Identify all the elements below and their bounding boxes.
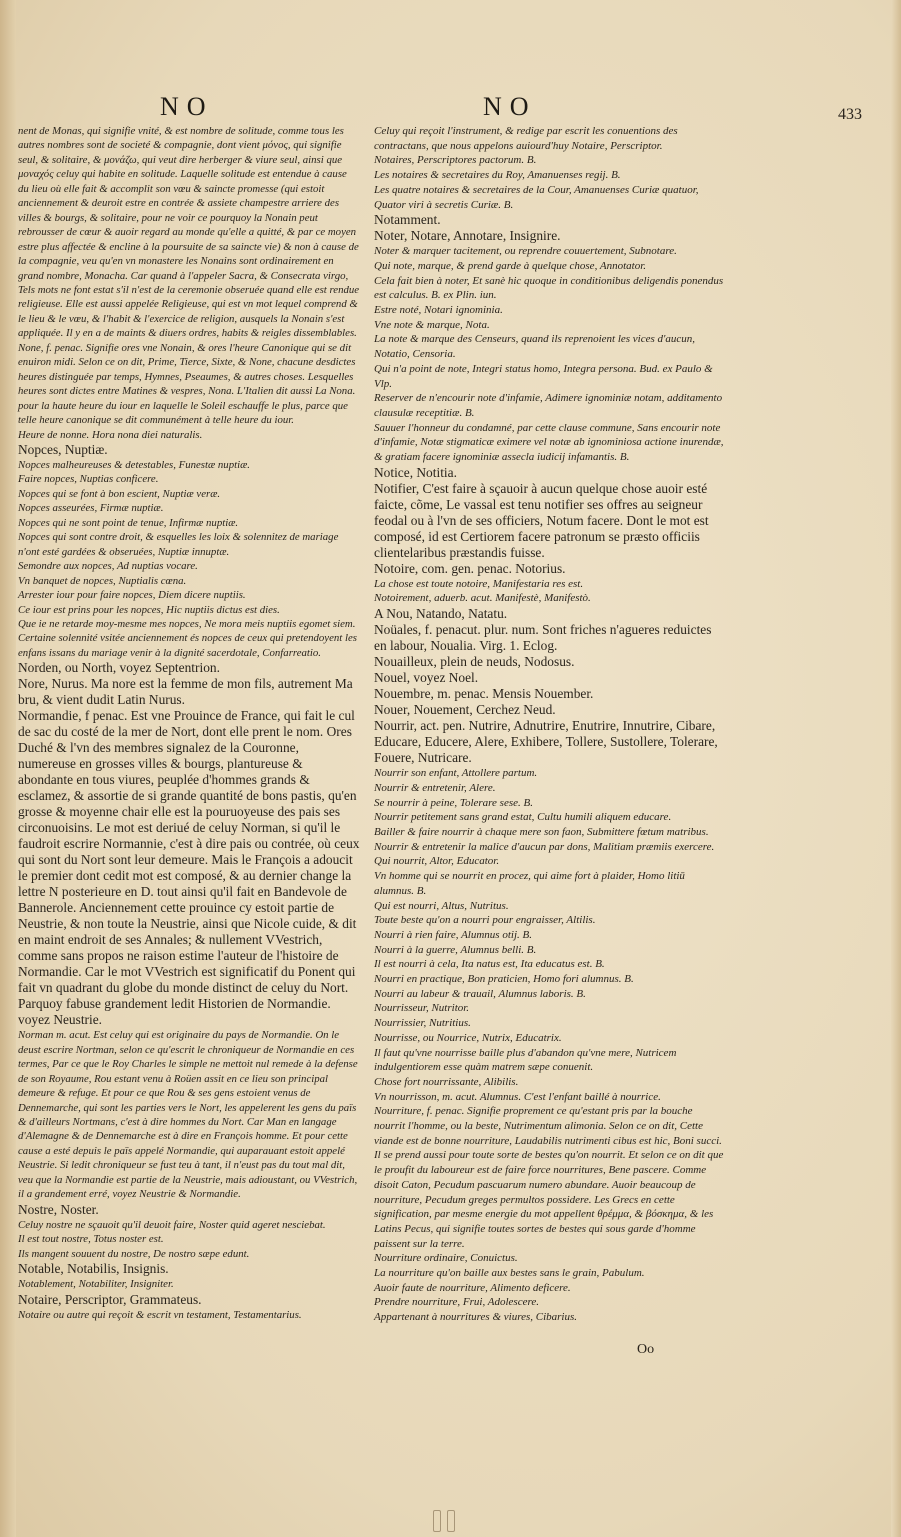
dictionary-entry: Les quatre notaires & secretaires de la Cour, Amanuenses Curiæ quatuor, Quator viri à secretis Curiæ. B. (374, 183, 699, 211)
dictionary-entry: Nourri à rien faire, Alumnus otij. B. (374, 928, 532, 941)
dictionary-entry: Que ie ne retarde moy-mesme mes nopces, Ne mora meis nuptiis egomet siem. (18, 617, 356, 630)
dictionary-entry: Notoirement, aduerb. acut. Manifestè, Manifestò. (374, 592, 591, 605)
dictionary-entry: Noter, Notare, Annotare, Insignire. (374, 228, 561, 244)
dictionary-entry: Vne note & marque, Nota. (374, 318, 490, 331)
dictionary-entry: Nourrisse, ou Nourrice, Nutrix, Educatrix. (374, 1031, 562, 1044)
dictionary-entry: Heure de nonne. Hora nona diei naturalis. (18, 428, 203, 441)
dictionary-entry: Reserver de n'encourir note d'infamie, Adimere ignominiæ notam, additamento clausulæ receptitiæ. B. (374, 392, 723, 419)
dictionary-entry: Norden, ou North, voyez Septentrion. (18, 660, 220, 676)
dictionary-entry: Faire nopces, Nuptias conficere. (18, 473, 159, 486)
dictionary-entry: Celuy qui reçoit l'instrument, & redige par escrit les conuentions des contractans, que nous appelons auiourd'huy Notaire, Perscriptor. (374, 125, 678, 152)
page-number: 433 (838, 106, 862, 123)
dictionary-entry: La note & marque des Censeurs, quand ils reprenoient les vices d'aucun, Notatio, Censoria. (374, 333, 696, 361)
dictionary-entry: Nourrir, act. pen. Nutrire, Adnutrire, Enutrire, Innutrire, Cibare, Educare, Educere, Alere, Exhibere, Tollere, Sustollere, Tolerare, Fouere, Nutricare. (374, 718, 718, 766)
dictionary-entry: Nouembre, m. penac. Mensis Nouember. (374, 686, 594, 702)
dictionary-entry: Sauuer l'honneur du condamné, par cette clause commune, Sans encourir note d'infamie, Notæ stigmaticæ eximere vel notæ ab ignominiosa actione inurendæ, & gratiam facere ignominiæ assecla iudicij infamantis. B. (374, 421, 724, 464)
dictionary-entry: Vn banquet de nopces, Nuptialis cœna. (18, 574, 187, 587)
dictionary-entry: Notablement, Notabiliter, Insigniter. (18, 1278, 174, 1291)
running-header-right: NO (483, 92, 537, 121)
dictionary-entry: Arrester iour pour faire nopces, Diem dicere nuptiis. (18, 589, 246, 602)
dictionary-entry: Il est tout nostre, Totus noster est. (18, 1233, 164, 1246)
dictionary-entry: Prendre nourriture, Frui, Adolescere. (374, 1296, 539, 1309)
dictionary-entry: Vn nourrisson, m. acut. Alumnus. C'est l'enfant baillé à nourrice. (374, 1090, 661, 1103)
dictionary-entry: Nopces malheureuses & detestables, Funestæ nuptiæ. (18, 458, 251, 471)
dictionary-entry: Notoire, com. gen. penac. Notorius. (374, 560, 566, 576)
dictionary-entry: Nopces qui ne sont point de tenue, Infirmæ nuptiæ. (18, 516, 239, 529)
dictionary-entry: Semondre aux nopces, Ad nuptias vocare. (18, 560, 198, 573)
dictionary-entry: A Nou, Natando, Natatu. (374, 606, 508, 622)
dictionary-entry: Nopces, Nuptiæ. (18, 441, 108, 457)
dictionary-entry: Il est nourri à cela, Ita natus est, Ita educatus est. B. (374, 958, 605, 971)
dictionary-entry: Bailler & faire nourrir à chaque mere son faon, Submittere fœtum matribus. (374, 825, 709, 838)
binding-clips (430, 1510, 470, 1534)
dictionary-entry: Nourrisseur, Nutritor. (374, 1002, 470, 1015)
dictionary-entry: Qui n'a point de note, Integri status homo, Integra persona. Bud. ex Paulo & Vlp. (374, 362, 713, 390)
dictionary-entry: La chose est toute notoire, Manifestaria res est. (374, 577, 584, 590)
dictionary-entry: Estre noté, Notari ignominia. (374, 304, 503, 317)
dictionary-entry: Nopces qui se font à bon escient, Nuptiæ veræ. (18, 487, 221, 500)
dictionary-entry: Les notaires & secretaires du Roy, Amanuenses regij. B. (374, 169, 621, 182)
dictionary-entry: Celuy nostre ne sçauoit qu'il deuoit faire, Noster quid ageret nesciebat. (18, 1218, 326, 1231)
dictionary-entry: Ce iour est prins pour les nopces, Hic nuptiis dictus est dies. (18, 603, 280, 616)
dictionary-entry: Toute beste qu'on a nourri pour engraisser, Altilis. (374, 914, 596, 927)
dictionary-entry: Nouel, voyez Noel. (374, 670, 479, 686)
right-column (374, 124, 725, 1325)
dictionary-entry: Nourri en practique, Bon praticien, Homo fori alumnus. B. (374, 973, 634, 986)
dictionary-entry: Nore, Nurus. Ma nore est la femme de mon fils, autrement Ma bru, & vient dudit Latin Nurus. (18, 676, 353, 708)
dictionary-entry: Noüales, f. penacut. plur. num. Sont friches n'agueres reduictes en labour, Noualia. Virg. 1. Eclog. (374, 622, 712, 654)
dictionary-entry: Nouer, Nouement, Cerchez Neud. (374, 702, 556, 718)
dictionary-entry: Notifier, C'est faire à sçauoir à aucun quelque chose auoir esté faicte, cõme, Le vassal est tenu notifier ses offres au seigneur feodal ou à l'vn de ses officiers, Notum facere. Dont le mot est composé, id est Certiorem facere patronum se præsto officiis clientelaribus præstandis fuisse. (374, 480, 709, 560)
dictionary-entry: Nouailleux, plein de neuds, Nodosus. (374, 654, 575, 670)
dictionary-entry: Nourrir & entretenir, Alere. (374, 781, 496, 794)
dictionary-entry: Qui est nourri, Altus, Nutritus. (374, 899, 509, 912)
dictionary-entry: Nourrir son enfant, Attollere partum. (374, 767, 538, 780)
dictionary-entry: Nopces asseurées, Firmæ nuptiæ. (18, 502, 164, 515)
dictionary-entry: Certaine solennité vsitée anciennement és nopces de ceux qui pretendoyent les enfans issans du mariage venir à la dignité sacerdotale, Confarreatio. (18, 632, 357, 659)
dictionary-entry: Notable, Notabilis, Insignis. (18, 1261, 169, 1277)
dictionary-entry: Notamment. (374, 212, 441, 228)
dictionary-entry: Norman m. acut. Est celuy qui est originaire du pays de Normandie. On le deust escrire Nortman, selon ce qu'escrit le chroniqueur de Normandie en ces termes, Par ce que le Roy Charles le simple ne mettoit nul remede à la defense de son Royaume, Rou estant venu à Roüen assit en ce lieu son principal demeure & refuge. Et pour ce que Rou & ses gens estoient venus de Dennemarche, qui sont les parties vers le Nort, les appelerent les gens du païs & d'ailleurs Nortmans, c'est à dire hommes du Nort. Car Man en langage d'Alemagne & de Dennemarche est à dire en François homme. Et pour cette cause a esté depuis le païs appelé Normandie, qui auparauant estoit appelé Neustrie. Si ledit chroniqueur se fust teu à tant, il n'eust pas du tout mal dit, veu que la Normandie est partie de la Neustrie, mais adioustant, ou VVestrich, il a grandement erré, voyez Neustrie & Normandie. (18, 1029, 358, 1201)
page-gutter-shadow (0, 0, 16, 1537)
dictionary-entry: Nourri à la guerre, Alumnus belli. B. (374, 943, 537, 956)
dictionary-entry: Vn homme qui se nourrit en procez, qui aime fort à plaider, Homo litiū alumnus. B. (374, 870, 685, 897)
dictionary-entry: Nourri au labeur & trauail, Alumnus laboris. B. (374, 987, 586, 1000)
dictionary-entry: None, f. penac. Signifie ores vne Nonain, & ores l'heure Canonique qui se dit enuiron midi. Selon ce on dit, Prime, Tierce, Sixte, & None, chacune desdictes heures distinguée par temps, Hymnes, Pseaumes, & autres choses. Lesquelles heures sont dictes entre Matines & vespres, Nona. L'Italien dit aussi La Nona. pour la haute heure du iour en laquelle le Soleil eschauffe le plus, parce que telle heure canonique se dit communément à telle heure du iour. (18, 341, 356, 427)
dictionary-entry: Normandie, f penac. Est vne Prouince de France, qui fait le cul de sac du costé de la mer de Nort, dont elle prent le nom. Ores Duché & l'vn des membres signalez de la Couronne, numereuse en grosses villes & bourgs, plantureuse & abondante en tous viures, peuplée d'hommes grands & esclamez, & assortie de si grande quantité de bons pastis, qu'en grosse & moyenne chair elle est la pouruoyeuse des pais ses circonuoisins. Le mot est deriué de celuy Norman, si qu'il le faudroit escrire Normannie, c'est à dire pais ou contrée, où ceux qui sont du Nort sont leur demeure. Mais le François a adoucit le premier dont cedit mot est composé, & au dernier change la lettre N posterieure en D. tout ainsi qu'il fait en Bandevole de Bannerole. Anciennement cette prouince cy estoit partie de Neustrie, & non toute la Neustrie, ainsi que Nicole cuide, & dit en maint endroit de ses Annales; & nullement VVestrich, comme sans propos ne raison estime l'auteur de l'histoire de Normandie. Car le mot VVestrich est significatif du Ponent qui fait vn quadrant du globe du monde distinct de celuy du Nort. Parquoy fabuse grandement ledit Historien de Normandie. voyez Neustrie. (18, 708, 360, 1028)
dictionary-entry: Nourrissier, Nutritius. (374, 1017, 471, 1030)
dictionary-entry: nent de Monas, qui signifie vnité, & est nombre de solitude, comme tous les autres nombres sont de societé & compagnie, dont vient μόνος, qui signifie seul, & solitaire, & μονάζω, qui veut dire herberger & viure seul, ainsi que μοναχός celuy qui habite en solitude. Laquelle solitude est entendue à cause du lieu où elle fait & accomplit son vœu & saincte promesse (qui estoit anciennement & deuroit estre en contrée & assiete champestre arriere des villes & bourgs, & solitaire, pour ne voir ce pourquoy la Nonain peut rebrousser de cœur & auoir regard au monde qu'elle a quitté, & par ce moyen estre plus affectée & encline à la poursuite de sa saincte vie) & non à cause de la compagnie, veu qu'en vn monastere les Nonains sont ordinairement en grand nombre, Monacha. Car quand à l'appeler Sacra, & Consecrata virgo, Tels mots ne font estat s'il n'est de la ceremonie obseruée quand elle est rendue religieuse. Elle est aussi appelée Religieuse, qui est vn mot lequel comprend & le lieu & le vœu, & l'habit & l'exercice de religion, ausquels la Nonain s'est appliquée. Il y en a de maints & diuers ordres, habits & reigles dissemblables. (18, 125, 360, 340)
dictionary-entry: Qui note, marque, & prend garde à quelque chose, Annotator. (374, 259, 647, 272)
dictionary-entry: Auoir faute de nourriture, Alimento deficere. (374, 1281, 571, 1294)
dictionary-entry: Chose fort nourrissante, Alibilis. (374, 1075, 519, 1088)
dictionary-entry: Se nourrir à peine, Tolerare sese. B. (374, 796, 533, 809)
page-edge-shadow (891, 0, 901, 1537)
dictionary-entry: La nourriture qu'on baille aux bestes sans le grain, Pabulum. (374, 1267, 645, 1280)
dictionary-entry: Notice, Notitia. (374, 464, 457, 480)
running-header-left: NO (160, 92, 214, 121)
dictionary-entry: Nostre, Noster. (18, 1201, 99, 1217)
dictionary-entry: Cela fait bien à noter, Et sanè hic quoque in conditionibus deligendis ponendus est calculus. B. ex Plin. iun. (374, 274, 724, 302)
signature-mark: Oo (637, 1342, 655, 1357)
dictionary-entry: Appartenant à nourritures & viures, Cibarius. (374, 1311, 577, 1324)
dictionary-entry: Notaire, Perscriptor, Grammateus. (18, 1291, 202, 1307)
dictionary-entry: Notaires, Perscriptores pactorum. B. (374, 154, 537, 167)
dictionary-entry: Nourrir & entretenir la malice d'aucun par dons, Malitiam præmiis exercere. (374, 840, 715, 853)
dictionary-entry: Qui nourrit, Altor, Educator. (374, 855, 500, 868)
dictionary-entry: Nopces qui sont contre droit, & esquelles les loix & solennitez de mariage n'ont esté gardées & obseruées, Nuptiæ innuptæ. (18, 531, 339, 558)
dictionary-entry: Ils mangent souuent du nostre, De nostro sæpe edunt. (18, 1247, 250, 1260)
dictionary-entry: Nourriture, f. penac. Signifie proprement ce qu'estant pris par la bouche nourrit l'homme, ou la beste, Nutrimentum alimonia. Selon ce on dit, Cette viande est de bonne nourriture, Laudabilis nutrimenti cibus est hic, Boni succi. Il se prend aussi pour toute sorte de bestes qu'on nourrit. Et selon ce on dit que le proufit du laboureur est de faire force nourritures, Bene pascere. Comme disoit Caton, Pecudum pascuarum numero abundare. Auoir beaucoup de nourriture, Pecudum greges permultos possidere. Les Grecs en cette signification, par mesme energie du mot appellent θρέμμα, & βόσκημα, & les Latins Pecus, qui signifie toutes sortes de bestes qui sous garde d'homme paissent sur la terre. (374, 1105, 724, 1250)
dictionary-entry: Nourrir petitement sans grand estat, Cultu humili aliquem educare. (374, 811, 672, 824)
left-column (18, 124, 360, 1322)
dictionary-entry: Nourriture ordinaire, Conuictus. (374, 1252, 518, 1265)
dictionary-entry: Notaire ou autre qui reçoit & escrit vn testament, Testamentarius. (18, 1308, 302, 1321)
dictionary-entry: Noter & marquer tacitement, ou reprendre couuertement, Subnotare. (374, 245, 677, 258)
dictionary-entry: Il faut qu'vne nourrisse baille plus d'abandon qu'vne mere, Nutricem indulgentiorem esse quàm matrem sæpe conuenit. (374, 1046, 677, 1074)
